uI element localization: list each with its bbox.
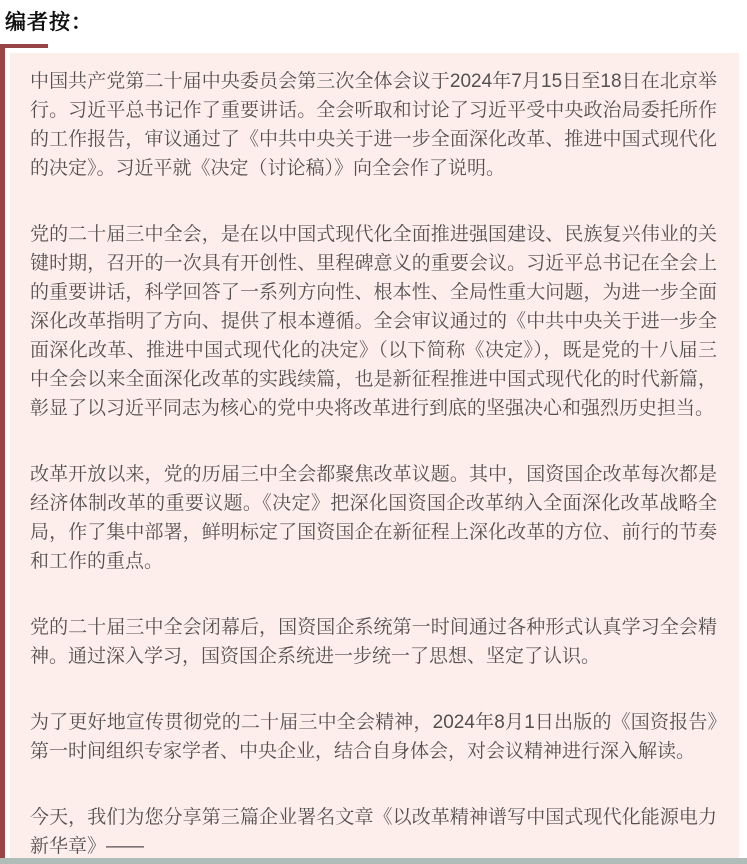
bottom-divider (0, 858, 747, 864)
editor-note-section (0, 44, 739, 858)
editor-note-box (10, 53, 739, 858)
page-title: 编者按： (5, 11, 93, 34)
note-paragraph: 为了更好地宣传贯彻党的二十届三中全会精神，2024年8月1日出版的《国资报告》第一时间组织专家学者、中央企业，结合自身体会，对会议精神进行深入解读。 (30, 712, 717, 762)
note-paragraph: 党的二十届三中全会闭幕后，国资国企系统第一时间通过各种形式认真学习全会精神。通过深入学习，国资国企系统进一步统一了思想、坚定了认识。 (30, 617, 717, 667)
note-paragraph: 今天，我们为您分享第三篇企业署名文章《以改革精神谱写中国式现代化能源电力新华章》—— (30, 807, 717, 857)
note-paragraph: 党的二十届三中全会，是在以中国式现代化全面推进强国建设、民族复兴伟业的关键时期，召开的一次具有开创性、里程碑意义的重要会议。习近平总书记在全会上的重要讲话，科学回答了一系列方向性、根本性、全局性重大问题，为进一步全面深化改革指明了方向、提供了根本遵循。全会审议通过的《中共中央关于进一步全面深化改革、推进中国式现代化的决定》（以下简称《决定》），既是党的十八届三中全会以来全面深化改革的实践续篇，也是新征程推进中国式现代化的时代新篇，彰显了以习近平同志为核心的党中央将改革进行到底的坚强决心和强烈历史担当。 (30, 224, 717, 419)
left-accent-bar (0, 44, 5, 858)
note-paragraph: 改革开放以来，党的历届三中全会都聚焦改革议题。其中，国资国企改革每次都是经济体制改革的重要议题。《决定》把深化国资国企改革纳入全面深化改革战略全局，作了集中部署，鲜明标定了国资国企在新征程上深化改革的方位、前行的节奏和工作的重点。 (30, 464, 717, 572)
note-paragraph: 中国共产党第二十届中央委员会第三次全体会议于2024年7月15日至18日在北京举行。习近平总书记作了重要讲话。全会听取和讨论了习近平受中央政治局委托所作的工作报告，审议通过了《中共中央关于进一步全面深化改革、推进中国式现代化的决定》。习近平就《决定（讨论稿）》向全会作了说明。 (30, 71, 717, 179)
corner-bracket-top (0, 44, 48, 48)
